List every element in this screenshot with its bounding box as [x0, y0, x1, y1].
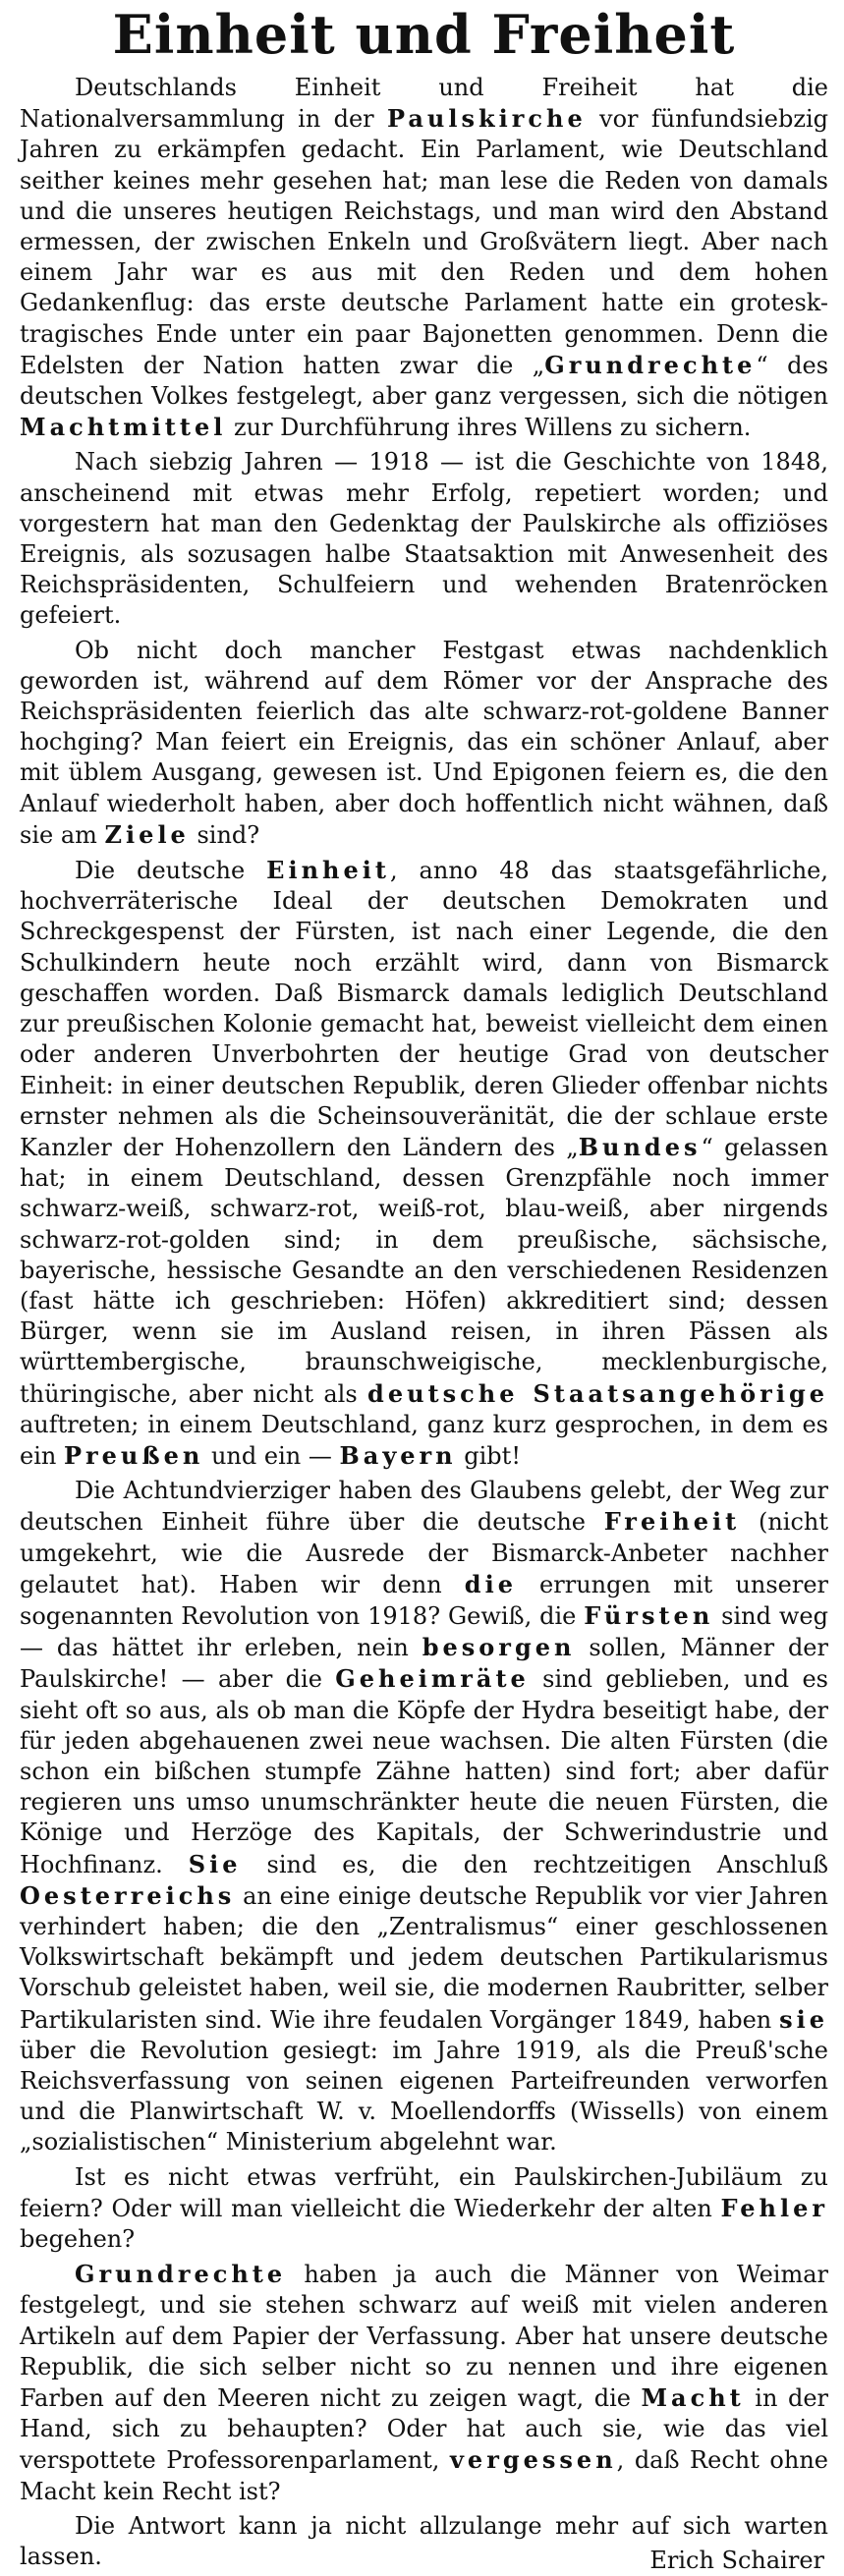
- paragraph-text: zur Durchführung ihres Willens zu sichern.: [226, 414, 752, 442]
- spaced-emphasis: Preußen: [63, 1440, 204, 1470]
- paragraph-text: sollen, Männer der Paulskirche! — aber die: [20, 1634, 828, 1694]
- spaced-emphasis: Macht: [641, 2383, 745, 2413]
- spaced-emphasis: Fehler: [720, 2193, 828, 2222]
- paragraph-text: über die Revolution gesiegt: im Jahre 1919, als die Preuß'sche Reichsverfassung von seinen eigenen Parteifreunden verworfen und die Planwirtschaft W. v. Moellendorffs (Wissells) von einem „sozialistischen“ Ministerium abgelehnt war.: [20, 2036, 828, 2156]
- paragraph-text: begehen?: [20, 2225, 136, 2254]
- paragraph-text: sind es, die den rechtzeitigen Anschluß: [241, 1850, 828, 1878]
- paragraph-text: vor fünfundsiebzig Jahren zu erkämpfen gedacht. Ein Parlament, wie Deutschland seither keines mehr gesehen hat; man lese die Reden von damals und die unseres heutigen Reichstags, und man wird den Abstand ermessen, der zwischen Enkeln und Großvätern liegt. Aber nach einem Jahr war es aus mit den Reden und dem hohen Gedankenflug: das erste deutsche Parlament hatte ein grotesk-tragisches Ende unter ein paar Bajonetten genommen. Denn die Edelsten der Nation hatten zwar die „: [20, 105, 829, 379]
- paragraph-text: gibt!: [456, 1441, 521, 1470]
- paragraph-text: , daß Recht ohne Macht kein Recht ist?: [20, 2446, 828, 2505]
- spaced-emphasis: Paulskirche: [386, 104, 587, 134]
- paragraph-2: Nach siebzig Jahren — 1918 — ist die Geschichte von 1848, anscheinend mit etwas mehr Erfolg, repetiert worden; und vorgestern hat man den Gedenktag der Paulskirche als offiziöses Ereignis, als sozusagen halbe Staatsaktion mit Anwesenheit des Reichspräsidenten, Schulfeiern und wehenden Bratenröcken gefeiert.: [20, 448, 828, 630]
- paragraph-text: und ein —: [203, 1441, 340, 1470]
- spaced-emphasis: Oesterreichs: [20, 1880, 236, 1910]
- paragraph-6: [20, 2162, 828, 2256]
- paragraph-text: auftreten; in einem Deutschland, ganz kurz gesprochen, in dem es ein: [20, 1410, 828, 1470]
- spaced-emphasis: die: [464, 1569, 517, 1598]
- paragraph-1: [20, 73, 828, 443]
- spaced-emphasis: Machtmittel: [20, 413, 227, 442]
- spaced-emphasis: Einheit: [266, 856, 390, 885]
- paragraph-text: Die Achtundvierziger haben des Glaubens gelebt, der Weg zur deutschen Einheit führe über die deutsche: [20, 1477, 828, 1537]
- paragraph-text: Ist es nicht etwas verfrüht, ein Paulskirchen-Jubiläum zu feiern? Oder will man vielleicht die Wiederkehr der alten: [20, 2162, 828, 2222]
- article-title: Einheit und Freiheit: [112, 3, 736, 66]
- spaced-emphasis: Bayern: [339, 1440, 457, 1470]
- paragraph-text: an eine einige deutsche Republik vor vier Jahren verhindert haben; die den „Zentralismus“ einer geschlossenen Volkswirtschaft bekämpft und jedem deutschen Partikularismus Vorschub geleistet haben, weil sie, die modernen Raubritter, selber Partikularisten sind. Wie ihre feudalen Vorgänger 1849, haben: [20, 1881, 828, 2034]
- spaced-emphasis: Fürsten: [584, 1600, 714, 1630]
- paragraph-text: in der Hand, sich zu behaupten? Oder hat auch sie, wie das viel verspottete Professorenparlament,: [20, 2384, 828, 2475]
- spaced-emphasis: Geheimräte: [335, 1664, 530, 1694]
- paragraph-8: Die Antwort kann ja nicht allzulange mehr auf sich warten lassen.: [20, 2511, 828, 2571]
- spaced-emphasis: Bundes: [578, 1132, 702, 1161]
- paragraph-text: errungen mit unserer sogenannten Revolution von 1918? Gewiß, die: [20, 1570, 828, 1630]
- paragraph-5: [20, 1476, 828, 2157]
- paragraph-text: “ des deutschen Volkes festgelegt, aber ganz vergessen, sich die nötigen: [20, 351, 829, 411]
- spaced-emphasis: vergessen: [449, 2445, 617, 2475]
- spaced-emphasis: deutsche Staatsangehörige: [367, 1378, 828, 1408]
- author-signature: Erich Schairer: [649, 2547, 824, 2575]
- paragraph-7: [20, 2259, 828, 2507]
- paragraph-text: sind geblieben, und es sieht oft so aus, als ob man die Köpfe der Hydra beseitigt habe, der für jeden abgehauenen zwei neue wachsen. Die alten Fürsten (die schon ein bißchen stumpfe Zähne hatten) sind fort; aber dafür regieren uns umso unumschränkter heute die neuen Fürsten, die Könige und Herzöge des Kapitals, der Schwerindustrie und Hochfinanz.: [20, 1665, 828, 1878]
- paragraph-text: haben ja auch die Männer von Weimar festgelegt, und sie stehen schwarz auf weiß mit vielen anderen Artikeln auf dem Papier der Verfassung. Aber hat unsere deutsche Republik, die sich selber nicht so zu nennen und ihre eigenen Farben auf den Meeren nicht zu zeigen wagt, die: [20, 2261, 828, 2413]
- paragraph-text: Deutschlands Einheit und Freiheit hat die Nationalversammlung in der: [20, 74, 828, 134]
- spaced-emphasis: Sie: [188, 1849, 242, 1878]
- paragraph-text: (nicht umgekehrt, wie die Ausrede der Bismarck-Anbeter nachher gelautet hat). Haben wir denn: [20, 1508, 829, 1598]
- spaced-emphasis: Grundrechte: [75, 2260, 287, 2289]
- paragraph-3: [20, 636, 828, 851]
- paragraph-text: Ob nicht doch mancher Festgast etwas nachdenklich geworden ist, während auf dem Römer vor der Ansprache des Reichspräsidenten feierlich das alte schwarz-rot-goldene Banner hochging? Man feiert ein Ereignis, das ein schöner Anlauf, aber mit üblem Ausgang, gewesen ist. Und Epigonen feiern es, die den Anlauf wiederholt haben, aber doch hoffentlich nicht wähnen, daß sie am: [20, 636, 828, 849]
- spaced-emphasis: sie: [779, 2004, 828, 2034]
- paragraph-text: , anno 48 das staatsgefährliche, hochverräterische Ideal der deutschen Demokraten und Schreckgespenst der Fürsten, ist nach einer Legende, die den Schulkindern heute noch erzählt wird, dann von Bismarck geschaffen worden. Daß Bismarck damals lediglich Deutschland zur preußischen Kolonie gemacht hat, beweist vielleicht dem einen oder anderen Unverbohrten der heutige Grad von deutscher Einheit: in einer deutschen Republik, deren Glieder offenbar nichts ernster nehmen als die Scheinsouveränität, die der schlaue erste Kanzler der Hohenzollern den Ländern des „: [20, 857, 829, 1161]
- paragraph-text: sind?: [189, 820, 260, 849]
- paragraph-4: [20, 855, 828, 1472]
- paragraph-text: sind weg — das hättet ihr erleben, nein: [20, 1601, 828, 1662]
- spaced-emphasis: Ziele: [104, 819, 190, 849]
- article-body: [20, 73, 828, 2576]
- paragraph-text: Die deutsche: [75, 857, 267, 885]
- spaced-emphasis: besorgen: [422, 1633, 576, 1662]
- spaced-emphasis: Freiheit: [603, 1507, 741, 1537]
- spaced-emphasis: Grundrechte: [544, 350, 757, 379]
- paragraph-text: “ gelassen hat; in einem Deutschland, dessen Grenzpfähle noch immer schwarz-weiß, schwarz-rot, weiß-rot, blau-weiß, aber nirgends schwarz-rot-golden sind; in dem preußische, sächsische, bayerische, hessische Gesandte an den verschiedenen Residenzen (fast hätte ich geschrieben: Höfen) akkreditiert sind; dessen Bürger, wenn sie im Ausland reisen, in ihren Pässen als württembergische, braunschweigische, mecklenburgische, thüringische, aber nicht als: [20, 1133, 828, 1408]
